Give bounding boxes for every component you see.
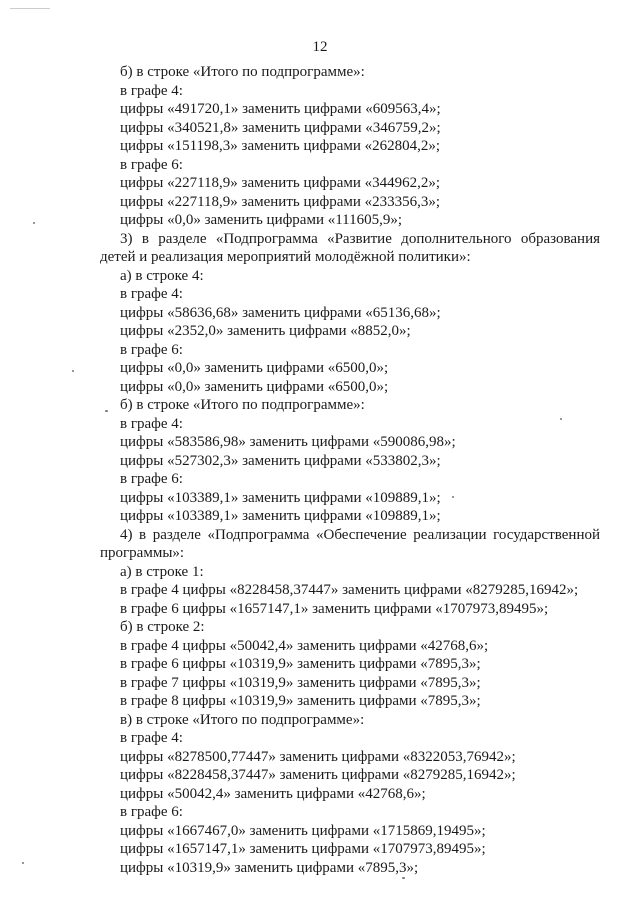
text-line: цифры «227118,9» заменить цифрами «344962,2»; <box>120 175 441 191</box>
text-line: в графе 4 цифры «50042,4» заменить цифрами «42768,6»; <box>120 637 489 654</box>
text-line: в графе 4: <box>120 286 183 302</box>
page-number: 12 <box>312 39 328 55</box>
text-line: в графе 6 цифры «1657147,1» заменить цифрами «1707973,89495»; <box>120 600 549 617</box>
section-heading-4-continued: программы»: <box>100 545 185 561</box>
text-line: а) в строке 4: <box>120 267 204 284</box>
scan-speck <box>402 877 405 879</box>
text-line: цифры «227118,9» заменить цифрами «233356,3»; <box>120 193 441 210</box>
text-line: цифры «340521,8» заменить цифрами «346759,2»; <box>120 119 441 136</box>
text-line: в графе 7 цифры «10319,9» заменить цифрами «7895,3»; <box>120 674 481 691</box>
text-line: б) в строке «Итого по подпрограмме»: <box>120 64 365 80</box>
text-line: б) в строке 2: <box>120 619 205 635</box>
text-line: цифры «1657147,1» заменить цифрами «1707973,89495»; <box>120 841 486 857</box>
section-heading-3-continued: детей и реализация мероприятий молодёжной политики»: <box>100 249 471 265</box>
scan-speck <box>105 410 108 412</box>
text-line: в) в строке «Итого по подпрограмме»: <box>120 711 365 728</box>
text-line: цифры «2352,0» заменить цифрами «8852,0»; <box>120 323 411 339</box>
text-line: цифры «527302,3» заменить цифрами «533802,3»; <box>120 452 441 469</box>
text-line: в графе 4: <box>120 415 183 432</box>
text-line: цифры «103389,1» заменить цифрами «109889,1»; <box>120 508 441 524</box>
text-line: в графе 6: <box>120 471 183 487</box>
scan-speck <box>10 8 50 9</box>
text-line: в графе 8 цифры «10319,9» заменить цифрами «7895,3»; <box>120 693 481 709</box>
scan-speck <box>560 418 562 420</box>
text-line: в графе 4 цифры «8228458,37447» заменить цифрами «8279285,16942»; <box>120 582 579 598</box>
text-line: цифры «8228458,37447» заменить цифрами «8279285,16942»; <box>120 767 516 783</box>
text-line: цифры «151198,3» заменить цифрами «262804,2»; <box>120 138 441 154</box>
text-line: цифры «583586,98» заменить цифрами «590086,98»; <box>120 434 456 450</box>
text-line: в графе 6: <box>120 341 183 358</box>
section-heading-4: 4) в разделе «Подпрограмма «Обеспечение реализации государственной <box>120 526 600 543</box>
text-line: цифры «50042,4» заменить цифрами «42768,6»; <box>120 785 426 802</box>
text-line: а) в строке 1: <box>120 563 204 580</box>
scan-speck <box>452 496 454 498</box>
text-line: цифры «8278500,77447» заменить цифрами «8322053,76942»; <box>120 748 516 765</box>
text-line: в графе 6 цифры «10319,9» заменить цифрами «7895,3»; <box>120 656 481 672</box>
text-line: в графе 4: <box>120 730 183 746</box>
section-heading-3: 3) в разделе «Подпрограмма «Развитие дополнительного образования <box>120 230 600 247</box>
text-line: цифры «10319,9» заменить цифрами «7895,3»; <box>120 859 419 876</box>
text-line: цифры «0,0» заменить цифрами «6500,0»; <box>120 360 389 376</box>
text-line: цифры «103389,1» заменить цифрами «109889,1»; <box>120 489 441 506</box>
text-line: цифры «0,0» заменить цифрами «111605,9»; <box>120 212 403 228</box>
text-line: цифры «58636,68» заменить цифрами «65136,68»; <box>120 304 441 321</box>
text-line: б) в строке «Итого по подпрограмме»: <box>120 397 365 413</box>
text-line: в графе 6: <box>120 156 183 173</box>
text-line: в графе 4: <box>120 82 183 99</box>
text-line: в графе 6: <box>120 804 183 820</box>
document-body <box>0 63 640 877</box>
scan-speck <box>22 862 24 864</box>
text-line: цифры «1667467,0» заменить цифрами «1715869,19495»; <box>120 822 486 839</box>
text-line: цифры «0,0» заменить цифрами «6500,0»; <box>120 378 389 395</box>
scan-speck <box>33 222 35 224</box>
text-line: цифры «491720,1» заменить цифрами «609563,4»; <box>120 101 441 117</box>
scan-speck <box>72 370 74 372</box>
